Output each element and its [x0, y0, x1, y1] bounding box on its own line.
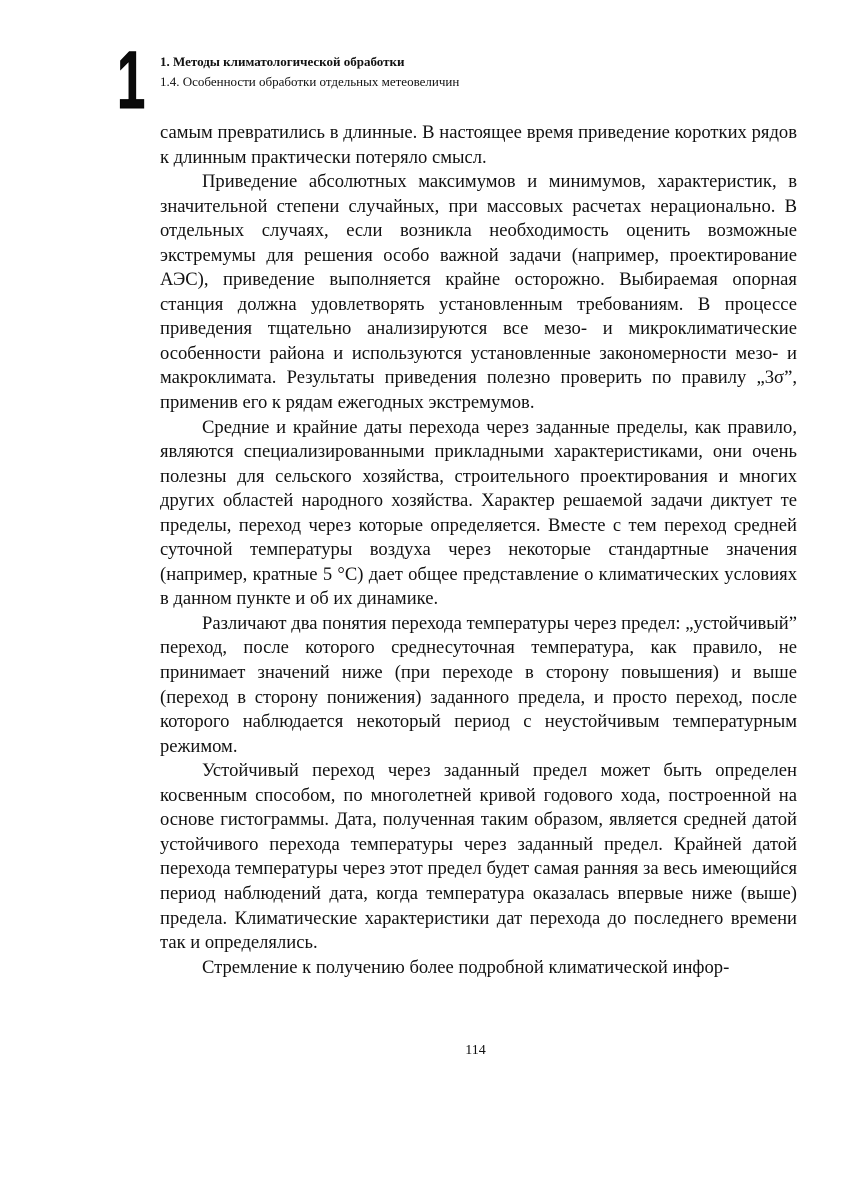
- paragraph: Приведение абсолютных максимумов и минимумов, характеристик, в значительной степени случайных, при массовых расчетах нерационально. В отдельных случаях, если возникла необходимость оценить возможные экстремумы для решения особо важной задачи (например, проектирование АЭС), приведение выполняется крайне осторожно. Выбираемая опорная станция должна удовлетворять установленным требованиям. В процессе приведения тщательно анализируются все мезо- и микроклиматические особенности района и используются установленные закономерности мезо- и макроклимата. Результаты приведения полезно проверить по правилу „3σ”, применив его к рядам ежегодных экстремумов.: [160, 171, 797, 414]
- chapter-title: 1. Методы климатологической обработки: [160, 54, 405, 69]
- paragraph: Устойчивый переход через заданный предел может быть определен косвенным способом, по многолетней кривой годового хода, построенной на основе гистограммы. Дата, полученная таким образом, является средней датой устойчивого перехода температуры через заданный предел. Крайней датой перехода температуры через этот предел будет самая ранняя за весь имеющийся период наблюдений дата, когда температура оказалась впервые ниже (выше) предела. Климатические характеристики дат перехода до последнего времени так и определялись.: [160, 760, 797, 954]
- running-head: [160, 52, 459, 92]
- paragraph: Средние и крайние даты перехода через заданные пределы, как правило, являются специализированными прикладными характеристиками, они очень полезны для сельского хозяйства, строительного проектирования и многих других областей народного хозяйства. Характер решаемой задачи диктует те пределы, переход через которые определяется. Вместе с тем переход средней суточной температуры воздуха через некоторые стандартные значения (например, кратные 5 °С) дает общее представление о климатических условиях в данном пункте и об их динамике.: [160, 416, 797, 610]
- page-number: 114: [465, 1043, 486, 1058]
- paragraph: самым превратились в длинные. В настоящее время приведение коротких рядов к длинным практически потеряло смысл.: [160, 122, 797, 168]
- chapter-number: 1: [117, 35, 146, 126]
- paragraph: Стремление к получению более подробной климатической инфор-: [202, 956, 730, 978]
- section-title: 1.4. Особенности обработки отдельных метеовеличин: [160, 74, 460, 89]
- paragraph: Различают два понятия перехода температуры через предел: „устойчивый” переход, после которого среднесуточная температура, как правило, не принимает значений ниже (при переходе в сторону повышения) и выше (переход в сторону понижения) заданного предела, и просто переход, после которого наблюдается некоторый период с неустойчивым температурным режимом.: [160, 612, 797, 757]
- body-text: [160, 121, 797, 980]
